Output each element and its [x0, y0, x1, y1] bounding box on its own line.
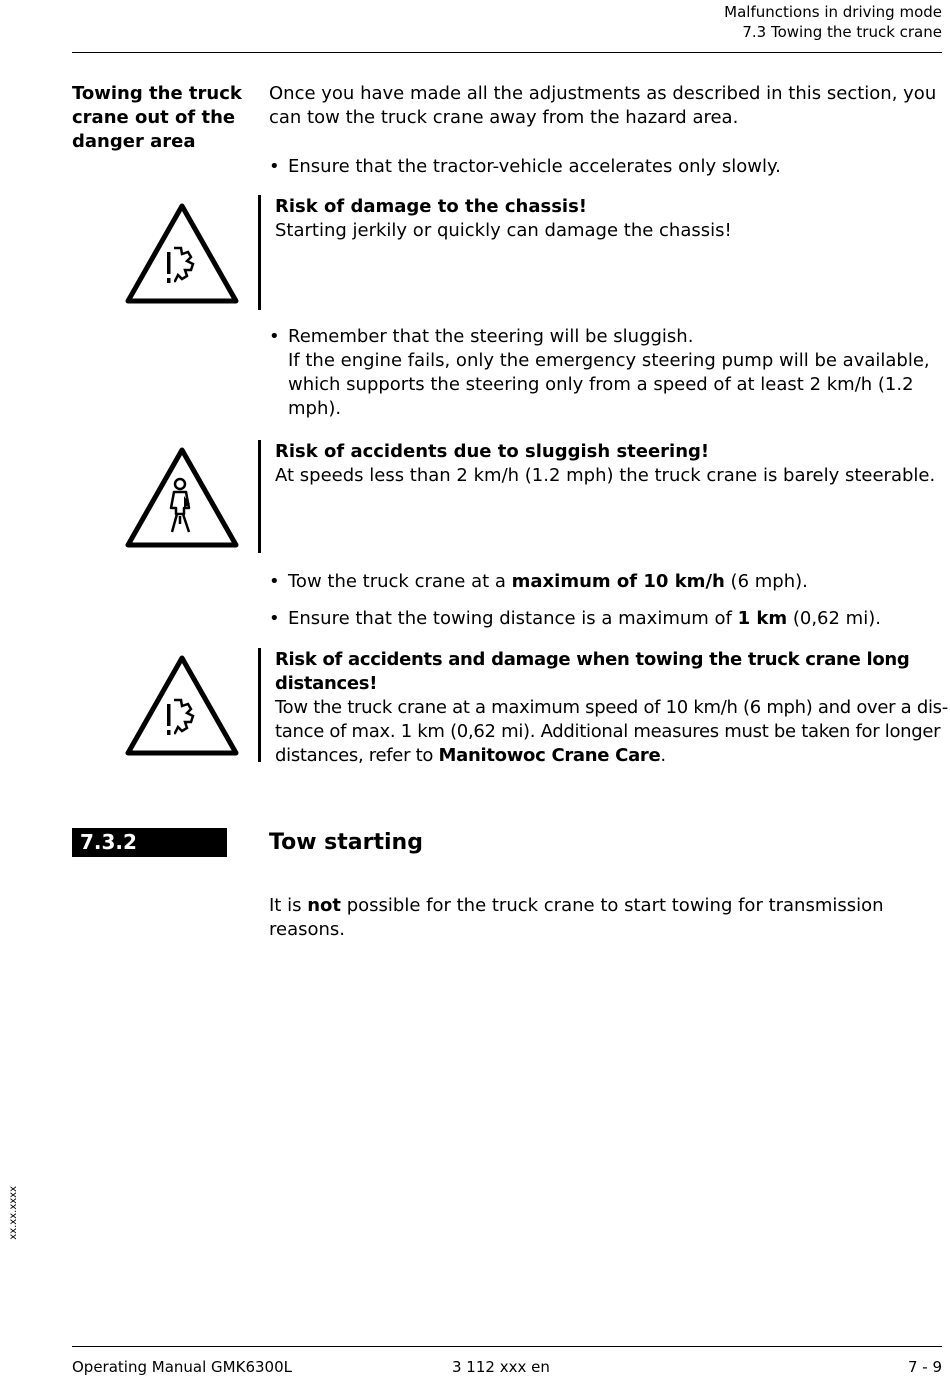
warning-towing-title: Risk of accidents and damage when towing the truck crane long distances!	[275, 649, 910, 694]
bullet-accelerate-text: Ensure that the tractor-vehicle accelerates only slowly.	[288, 156, 781, 177]
section-title: Tow starting	[269, 830, 423, 855]
warning-steering-text: At speeds less than 2 km/h (1.2 mph) the truck crane is barely steerable.	[275, 465, 936, 486]
side-heading: Towing the truck crane out of the danger area	[72, 83, 242, 152]
warning-chassis	[258, 195, 948, 310]
footer-page-number: 7 - 9	[907, 1358, 942, 1376]
bullet-tow-speed	[269, 570, 944, 594]
footer-rule	[72, 1346, 942, 1347]
header-section: 7.3 Towing the truck crane	[742, 23, 942, 41]
warning-steering-title: Risk of accidents due to sluggish steering!	[275, 441, 710, 462]
footer-doc-number: 3 112 xxx en	[452, 1358, 550, 1376]
bullet-distance-bold: 1 km	[737, 608, 788, 629]
section-text-suffix: possible for the truck crane to start towing for transmission reasons.	[269, 895, 884, 940]
footer-manual: Operating Manual GMK6300L	[72, 1358, 292, 1376]
section-paragraph	[269, 894, 949, 942]
section-text-bold: not	[307, 895, 341, 916]
bullet-distance	[269, 607, 944, 631]
bullet-accelerate	[269, 155, 944, 179]
warning-towing-text: Tow the truck crane at a maximum speed of 10 km/h (6 mph) and over a dis-tance of max. 1 km (0,62 mi). Additional measures must be taken for longer distances, refer to	[275, 697, 948, 766]
bullet-steering	[269, 325, 944, 421]
bullet-dot: •	[269, 571, 280, 592]
side-code: xx.xx.xxxx	[8, 1186, 19, 1240]
bullet-distance-prefix: Ensure that the towing distance is a maximum of	[288, 608, 738, 629]
bullet-tow-bold: maximum of 10 km/h	[511, 571, 725, 592]
bullet-tow-prefix: Tow the truck crane at a	[288, 571, 512, 592]
damage-warning-icon	[124, 652, 240, 756]
warning-steering	[258, 440, 948, 553]
intro-paragraph: Once you have made all the adjustments as described in this section, you can tow the truck crane away from the hazard area.	[269, 83, 937, 128]
damage-warning-icon	[124, 200, 240, 304]
bullet-tow-suffix: (6 mph).	[724, 571, 808, 592]
bullet-distance-suffix: (0,62 mi).	[787, 608, 881, 629]
bullet-steering-line2: If the engine fails, only the emergency steering pump will be available, which supports the steering only from a speed of at least 2 km/h (1.2 mph).	[288, 350, 930, 419]
section-text-prefix: It is	[269, 895, 308, 916]
header-rule	[72, 52, 942, 53]
bullet-steering-line1: Remember that the steering will be sluggish.	[288, 326, 694, 347]
header-chapter: Malfunctions in driving mode	[724, 3, 942, 21]
warning-chassis-text: Starting jerkily or quickly can damage the chassis!	[275, 220, 732, 241]
section-number: 7.3.2	[72, 828, 227, 857]
bullet-dot: •	[269, 608, 280, 629]
bullet-dot: •	[269, 326, 280, 347]
warning-towing-bold: Manitowoc Crane Care	[438, 745, 661, 766]
person-danger-icon	[124, 444, 240, 548]
bullet-dot: •	[269, 156, 280, 177]
warning-towing	[258, 648, 948, 766]
warning-towing-suffix: .	[660, 745, 666, 766]
warning-chassis-title: Risk of damage to the chassis!	[275, 196, 588, 217]
